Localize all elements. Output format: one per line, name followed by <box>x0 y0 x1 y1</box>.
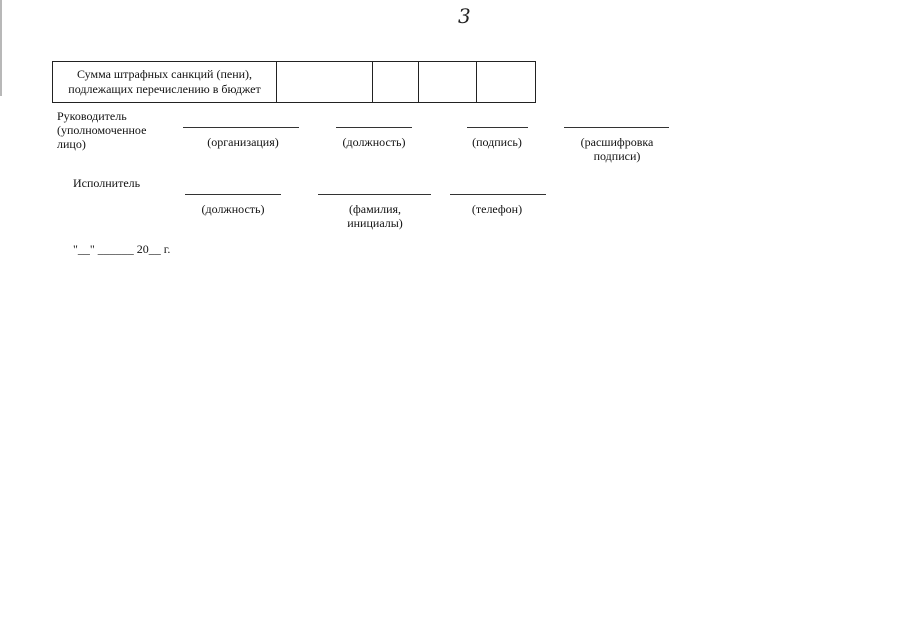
caption-position: (должность) <box>342 135 406 149</box>
sanctions-table <box>52 61 536 103</box>
caption-executor-name <box>330 202 420 230</box>
caption-executor-phone: (телефон) <box>471 202 523 216</box>
sanctions-value-cell-1[interactable] <box>277 62 373 103</box>
position-signature-line[interactable] <box>336 127 412 128</box>
organization-signature-line[interactable] <box>183 127 299 128</box>
caption-decoding-line-1: (расшифровка <box>580 135 654 149</box>
caption-organization: (организация) <box>207 135 279 149</box>
head-label <box>57 109 146 151</box>
sanctions-label-line-2: подлежащих перечислению в бюджет <box>68 82 261 96</box>
sanctions-label-cell <box>53 62 277 103</box>
sanctions-value-cell-3[interactable] <box>419 62 477 103</box>
left-edge-mark <box>0 0 2 96</box>
page-number: 3 <box>458 4 471 28</box>
caption-signature: (подпись) <box>472 135 522 149</box>
sanctions-value-cell-2[interactable] <box>373 62 419 103</box>
sanctions-value-cell-4[interactable] <box>477 62 536 103</box>
date-line: "__" ______ 20__ г. <box>73 242 171 256</box>
head-label-line-1: Руководитель <box>57 109 127 123</box>
signature-decoding-line[interactable] <box>564 127 669 128</box>
executor-name-line[interactable] <box>318 194 431 195</box>
executor-position-line[interactable] <box>185 194 281 195</box>
caption-decoding <box>562 135 672 163</box>
head-label-line-2: (уполномоченное <box>57 123 147 137</box>
sanctions-label-line-1: Сумма штрафных санкций (пени), <box>76 67 253 81</box>
executor-label: Исполнитель <box>73 176 141 190</box>
table-row <box>53 62 536 103</box>
head-label-line-3: лицо) <box>57 137 86 151</box>
caption-executor-position: (должность) <box>201 202 265 216</box>
signature-line[interactable] <box>467 127 528 128</box>
caption-decoding-line-2: подписи) <box>593 149 641 163</box>
caption-executor-name-line-1: (фамилия, <box>348 202 402 216</box>
executor-phone-line[interactable] <box>450 194 546 195</box>
caption-executor-name-line-2: инициалы) <box>347 216 403 230</box>
